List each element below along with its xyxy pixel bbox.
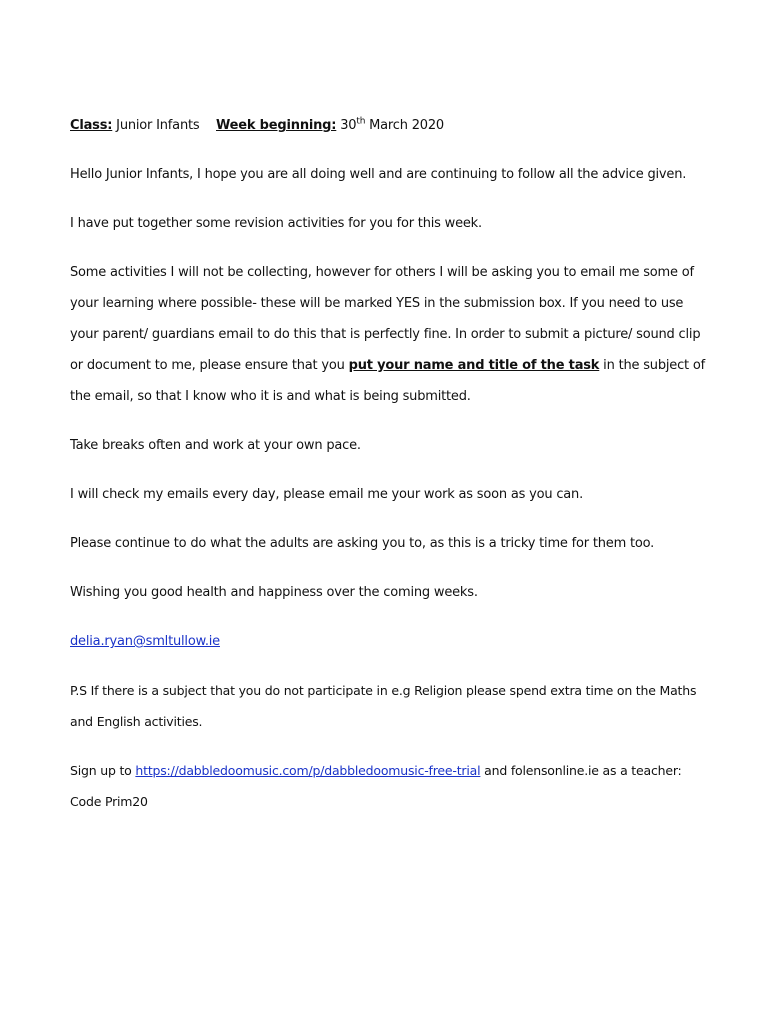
signup-paragraph — [70, 755, 710, 817]
signup-text-end: and folensonline.ie as a teacher: Code Prim20 — [70, 763, 682, 809]
email-paragraph — [70, 626, 710, 657]
week-label: Week beginning: — [216, 118, 337, 133]
breaks-paragraph: Take breaks often and work at your own pace. — [70, 438, 361, 453]
week-day: 30 — [336, 118, 357, 133]
class-info — [70, 110, 216, 141]
submission-text-end: in the subject of the email, so that I know who it is and what is being submitted. — [70, 358, 706, 404]
ps-paragraph: P.S If there is a subject that you do not participate in e.g Religion please spend extra time on the Maths and English activities. — [70, 683, 697, 729]
submission-text-start: Some activities I will not be collecting, however for others I will be asking you to email me some of your learning where possible- these will be marked YES in the submission box. If you need to use your parent/ guardians email to do this that is perfectly fine. In order to submit a picture/ sound clip or document to me, please ensure that you — [70, 265, 701, 373]
submission-paragraph — [70, 257, 710, 412]
class-label: Class: — [70, 118, 113, 133]
dabbledoo-link[interactable]: https://dabbledoomusic.com/p/dabbledoomusic-free-trial — [135, 763, 481, 778]
header-line — [70, 110, 710, 141]
week-info — [216, 110, 444, 141]
teacher-email-link[interactable]: delia.ryan@smltullow.ie — [70, 634, 220, 649]
wishing-paragraph: Wishing you good health and happiness over the coming weeks. — [70, 585, 478, 600]
check-email-paragraph: I will check my emails every day, please email me your work as soon as you can. — [70, 487, 584, 502]
greeting-paragraph: Hello Junior Infants, I hope you are all doing well and are continuing to follow all the advice given. — [70, 167, 687, 182]
submission-emphasis: put your name and title of the task — [348, 358, 600, 373]
class-value: Junior Infants — [112, 118, 200, 133]
revision-paragraph: I have put together some revision activities for you for this week. — [70, 216, 482, 231]
document-body — [70, 110, 710, 835]
continue-paragraph: Please continue to do what the adults are asking you to, as this is a tricky time for them too. — [70, 536, 655, 551]
week-rest: March 2020 — [365, 118, 444, 133]
signup-text-start: Sign up to — [70, 763, 136, 778]
week-day-suffix: th — [356, 116, 366, 127]
